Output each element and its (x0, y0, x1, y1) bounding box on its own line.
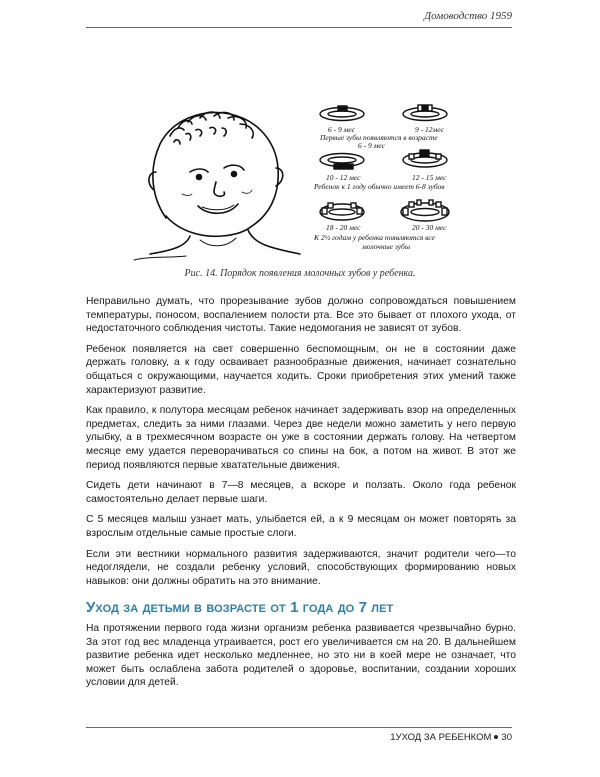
paragraph-1: Неправильно думать, что прорезывание зубов должно сопровождаться повышением температуры, поносом, воспалением полости рта. Все это бывает от плохого ухода, от недостаточного соблюдения чистоты. Такие недомогания не зависят от зубов. (86, 296, 516, 335)
footer-divider (86, 727, 512, 728)
label-10-12: 10 - 12 мес (326, 173, 361, 182)
paragraph-4: Сидеть дети начинают в 7—8 месяцев, а вскоре и ползать. Около года ребенок самостоятельно делает первые шаги. (86, 480, 516, 505)
label-baby-teeth-line1: К 2½ годам у ребенка появляются все (314, 233, 435, 242)
page-header-title: Домоводство 1959 (424, 10, 512, 22)
page-footer (390, 732, 512, 743)
label-20-30: 20 - 30 мес (412, 223, 447, 232)
bullet-icon (494, 735, 498, 739)
jaw-diagrams (320, 105, 449, 221)
section-paragraph: На протяжении первого года жизни организм ребенка развивается чрезвычайно бурно. За этот год вес младенца утраивается, рост его увеличивается см на 20. В дальнейшем развитие ребенка идет несколько медленнее, но это ни в коей мере не означает, что может быть ослаблена забота родителей о здоровье, воспитании, создании хороших условии для детей. (86, 623, 516, 689)
paragraph-6: Если эти вестники нормального развития задерживаются, значит родители чего—то недоглядели, не создали ребенку условий, способствующих формированию новых навыков: они должны обратить на это внимание. (86, 548, 516, 587)
jaw-6-9 (320, 106, 364, 121)
footer-chapter: 1УХОД ЗА РЕБЕНКОМ (390, 732, 492, 743)
label-first-teeth-age: 6 - 9 мес (358, 141, 385, 150)
section-body (86, 622, 516, 690)
baby-face-drawing (134, 112, 300, 260)
jaw-20-30 (401, 200, 449, 221)
jaw-9-12 (403, 105, 447, 121)
label-baby-teeth-line2: молочные зубы (362, 242, 410, 251)
label-9-12: 9 - 12мес (415, 125, 444, 134)
header-divider (86, 27, 512, 28)
label-by-year: Ребенок к 1 году обычно имеет 6-8 зубов (314, 182, 445, 191)
paragraph-5: С 5 месяцев малыш узнает мать, улыбается ей, а к 9 месяцам он может повторять за взрослым отдельные самые простые слоги. (86, 514, 516, 539)
jaw-12-15 (403, 150, 447, 167)
paragraph-3: Как правило, к полутора месяцам ребенок начинает задерживать взор на определенных предметах, следить за ними глазами. Через две недели можно заметить у него первую улыбку, а в трехмесячном возрасте он уже в состоянии держать голову. На четвертом месяце ему удается переворачиваться со спины на бок, а потом на живот. В этот же период появляются первые хватательные движения. (86, 405, 516, 471)
label-12-15: 12 - 15 мес (412, 173, 447, 182)
body-text (86, 295, 516, 595)
label-first-teeth: Первые зубы появляются в возрасте (320, 133, 438, 142)
label-6-9: 6 - 9 мес (328, 125, 355, 134)
label-18-20: 18 - 20 мес (326, 223, 361, 232)
figure-caption: Рис. 14. Порядок появления молочных зубов у ребенка. (184, 268, 416, 279)
section-heading: Уход за детьми в возрасте от 1 года до 7 лет (86, 599, 394, 616)
jaw-18-20 (320, 203, 364, 220)
teeth-figure (130, 98, 470, 263)
jaw-10-12 (320, 154, 364, 170)
paragraph-2: Ребенок появляется на свет совершенно беспомощным, он не в состоянии даже держать головку, а к году осваивает разнообразные движения, начинает сознательно общаться с окружающими, научается ходить. Сроки приобретения этих умений также характеризуют развитие. (86, 343, 516, 396)
page-number: 30 (501, 732, 512, 743)
